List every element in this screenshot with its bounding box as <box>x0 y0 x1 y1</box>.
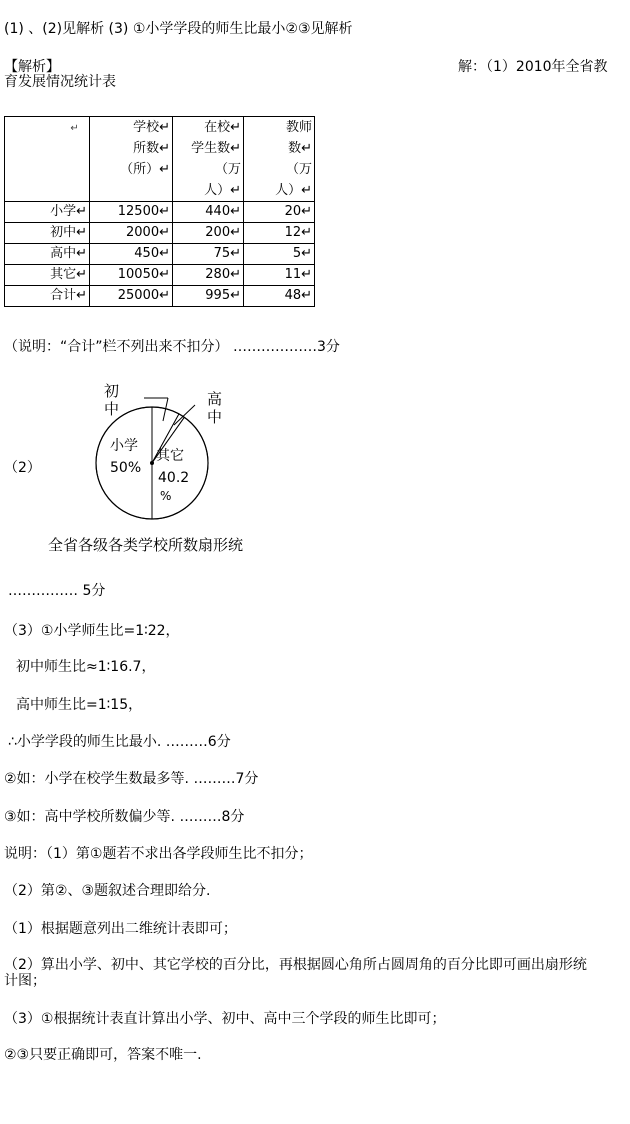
label-xiaoxue: 小学 <box>110 438 138 454</box>
table-row <box>5 244 315 265</box>
row-label: 高中↵ <box>5 244 90 265</box>
part3-line-4: ∴小学学段的师生比最小. ………6分 <box>8 734 231 750</box>
part3-line-1: （3）①小学师生比=1∶22， <box>4 623 180 639</box>
part3-line-6: ③如：高中学校所数偏少等. ………8分 <box>4 809 245 825</box>
row-label: 小学↵ <box>5 202 90 223</box>
hint-3: （3）①根据统计表直计算出小学、初中、高中三个学段的师生比即可； <box>4 1011 446 1027</box>
part3-line-3: 高中师生比=1∶15， <box>16 697 143 713</box>
row-label: 初中↵ <box>5 223 90 244</box>
row-label: 合计↵ <box>5 286 90 307</box>
cell-students: 280↵ <box>173 265 244 286</box>
table-corner-cell: ↵ <box>5 117 90 202</box>
cell-teachers: 12↵ <box>244 223 315 244</box>
part3-line-5: ②如：小学在校学生数最多等. ………7分 <box>4 771 259 787</box>
label-qita-percent-sign: % <box>160 489 172 503</box>
table-row <box>5 202 315 223</box>
header-schools: 学校↵ 所数↵ （所）↵ <box>90 117 173 202</box>
label-qita: 其它 <box>156 448 184 464</box>
cell-teachers: 11↵ <box>244 265 315 286</box>
explanation-2: （2）第②、③题叙述合理即给分. <box>4 883 211 899</box>
table-row <box>5 265 315 286</box>
hint-4: ②③只要正确即可，答案不唯一. <box>4 1047 202 1063</box>
hint-2: （2）算出小学、初中、其它学校的百分比，再根据圆心角所占圆周角的百分比即可画出扇形统 <box>4 957 587 973</box>
header-teachers: 教师 数↵ （万 人）↵ <box>244 117 315 202</box>
table-row <box>5 286 315 307</box>
table-header-row <box>5 117 315 202</box>
cell-schools: 450↵ <box>90 244 173 265</box>
statistics-table <box>4 116 315 307</box>
label-qita-percent: 40.2 <box>158 470 190 486</box>
row-label: 其它↵ <box>5 265 90 286</box>
header-students: 在校↵ 学生数↵ （万 人）↵ <box>173 117 244 202</box>
cell-schools: 25000↵ <box>90 286 173 307</box>
pie-chart-svg <box>90 378 290 528</box>
label-gaozhong-2: 中 <box>207 408 223 426</box>
pie-chart-title: 全省各级各类学校所数扇形统 <box>48 536 244 554</box>
pie-chart <box>90 378 290 528</box>
cell-students: 995↵ <box>173 286 244 307</box>
score-5: …………… 5分 <box>8 583 106 599</box>
hint-1: （1）根据题意列出二维统计表即可； <box>4 921 237 937</box>
table-row <box>5 223 315 244</box>
cell-schools: 10050↵ <box>90 265 173 286</box>
cell-schools: 2000↵ <box>90 223 173 244</box>
cell-teachers: 48↵ <box>244 286 315 307</box>
part3-line-2: 初中师生比≈1∶16.7， <box>16 659 156 675</box>
label-gaozhong-1: 高 <box>207 390 223 408</box>
table-note: （说明：“合计”栏不列出来不扣分） ………………3分 <box>4 339 340 355</box>
cell-schools: 12500↵ <box>90 202 173 223</box>
label-chuzhong-1: 初 <box>104 382 120 400</box>
solution-intro-continued: 育发展情况统计表 <box>4 74 116 90</box>
hint-2-continued: 计图； <box>4 973 46 989</box>
explanation-1: 说明：（1）第①题若不求出各学段师生比不扣分； <box>4 846 313 862</box>
cell-teachers: 5↵ <box>244 244 315 265</box>
analysis-label: 【解析】 <box>4 59 60 75</box>
answer-line: (1) 、(2)见解析 (3) ①小学学段的师生比最小②③见解析 <box>4 21 353 37</box>
cell-students: 200↵ <box>173 223 244 244</box>
part2-label: （2） <box>4 460 41 476</box>
cell-teachers: 20↵ <box>244 202 315 223</box>
solution-intro: 解：（1）2010年全省教 <box>458 59 608 75</box>
label-xiaoxue-percent: 50% <box>110 460 142 476</box>
cell-students: 75↵ <box>173 244 244 265</box>
cell-students: 440↵ <box>173 202 244 223</box>
label-chuzhong-2: 中 <box>104 400 120 418</box>
pie-center-dot <box>150 461 154 465</box>
